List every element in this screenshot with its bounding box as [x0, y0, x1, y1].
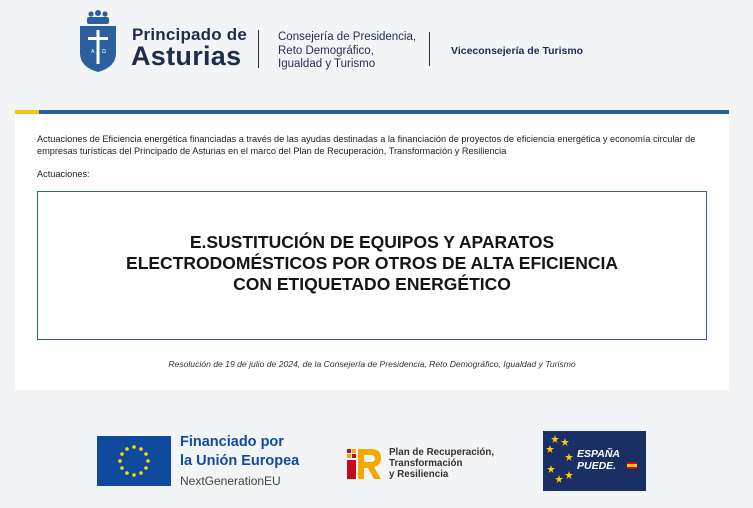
actuacion-title-line: ELECTRODOMÉSTICOS POR OTROS DE ALTA EFICIENCIA — [126, 253, 618, 273]
header-divider — [429, 32, 430, 66]
department-line: Igualdad y Turismo — [278, 58, 376, 70]
svg-text:Ω: Ω — [102, 49, 106, 55]
asturias-crest-icon — [79, 9, 117, 73]
eu-funding-line1: Financiado por — [180, 434, 284, 450]
spain-flag-icon — [627, 462, 637, 469]
brand-title-top: Principado de — [132, 25, 248, 44]
recovery-plan-text — [389, 447, 494, 480]
department-line: Reto Demográfico, — [278, 44, 374, 57]
eu-funding-line3: NextGenerationEU — [180, 474, 281, 488]
resolution-text: Resolución de 19 de julio de 2024, de la Consejería de Presidencia, Reto Demográfico, Igualdad y Turismo — [168, 359, 576, 369]
department-name — [278, 31, 416, 72]
eu-stars-icon — [97, 436, 171, 486]
main-panel — [15, 114, 729, 390]
espana-puede-logo — [543, 431, 646, 491]
program-description: Actuaciones de Eficiencia energética financiadas a través de las ayudas destinadas a la financiación de proyectos de eficiencia energética y economía circular de empresas turísticas del Principado de Asturias en el marco del Plan de Recuperación, Transformación y Resiliencia — [37, 134, 696, 156]
brand-title-bottom: Asturias — [131, 41, 242, 71]
espana-line1: ESPAÑA — [577, 448, 620, 460]
recovery-plan-line: y Resiliencia — [389, 469, 449, 480]
page-header — [0, 0, 753, 110]
eu-flag-icon — [97, 436, 171, 486]
actuaciones-label: Actuaciones: — [37, 169, 90, 179]
actuacion-title — [38, 232, 706, 295]
svg-text:A: A — [91, 49, 95, 55]
recovery-plan-line: Plan de Recuperación, — [389, 447, 495, 458]
espana-line2: PUEDE. — [577, 460, 617, 472]
department-line: Consejería de Presidencia, — [278, 31, 417, 43]
recovery-plan-line: Transformación — [389, 458, 463, 469]
eu-funding-line2: la Unión Europea — [180, 453, 300, 469]
actuacion-title-line: CON ETIQUETADO ENERGÉTICO — [233, 274, 511, 294]
recovery-plan-logo-icon — [345, 447, 383, 481]
actuacion-title-line: E.SUSTITUCIÓN DE EQUIPOS Y APARATOS — [189, 232, 555, 252]
vice-department-name: Viceconsejería de Turismo — [451, 45, 584, 57]
actuacion-box — [37, 191, 707, 340]
header-divider — [258, 30, 259, 68]
